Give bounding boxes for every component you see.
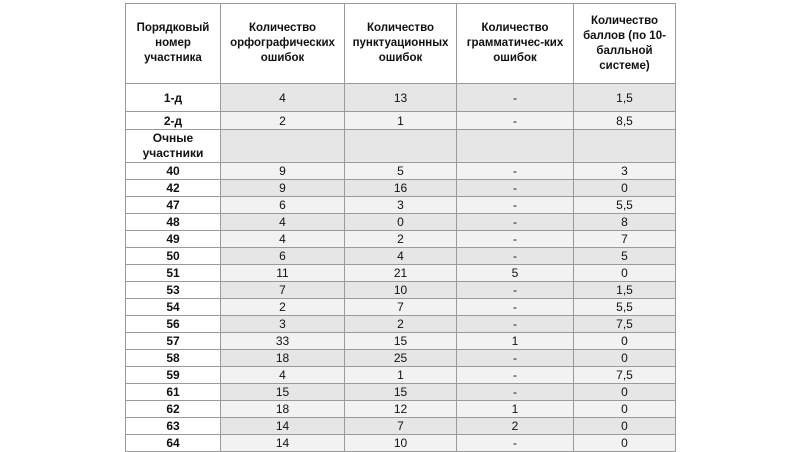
participant-id: 50: [126, 248, 221, 265]
score-cell: 5,5: [574, 197, 676, 214]
score-cell: 0: [574, 180, 676, 197]
grammar-errors-cell: -: [457, 214, 574, 231]
table-row: [126, 384, 676, 401]
spelling-errors-cell: 2: [221, 112, 345, 130]
table-row: [126, 163, 676, 180]
punctuation-errors-cell: 0: [345, 214, 457, 231]
punctuation-errors-cell: 2: [345, 316, 457, 333]
results-table: [125, 3, 676, 452]
punctuation-errors-cell: 7: [345, 299, 457, 316]
punctuation-errors-cell: 16: [345, 180, 457, 197]
punctuation-errors-cell: 1: [345, 112, 457, 130]
participant-id: 62: [126, 401, 221, 418]
punctuation-errors-cell: 12: [345, 401, 457, 418]
spelling-errors-cell: 7: [221, 282, 345, 299]
score-cell: 3: [574, 163, 676, 180]
punctuation-errors-cell: 15: [345, 333, 457, 350]
spelling-errors-cell: 2: [221, 299, 345, 316]
table-row: [126, 112, 676, 130]
grammar-errors-cell: -: [457, 316, 574, 333]
spelling-errors-cell: 4: [221, 214, 345, 231]
score-cell: 7: [574, 231, 676, 248]
participant-id: 64: [126, 435, 221, 452]
header-grammar-errors: Количество грамматичес-ких ошибок: [457, 4, 574, 84]
table-row: [126, 418, 676, 435]
participant-id: 58: [126, 350, 221, 367]
table-row: [126, 282, 676, 299]
spelling-errors-cell: 9: [221, 180, 345, 197]
score-cell: 0: [574, 435, 676, 452]
spelling-errors-cell: 14: [221, 435, 345, 452]
table-row: [126, 214, 676, 231]
grammar-errors-cell: -: [457, 231, 574, 248]
table-row: [126, 367, 676, 384]
score-cell: 5: [574, 248, 676, 265]
score-cell: 8: [574, 214, 676, 231]
grammar-errors-cell: -: [457, 367, 574, 384]
punctuation-errors-cell: 2: [345, 231, 457, 248]
table-row: [126, 299, 676, 316]
section-row: [126, 130, 676, 163]
table-row: [126, 333, 676, 350]
grammar-errors-cell: 1: [457, 333, 574, 350]
punctuation-errors-cell: 10: [345, 435, 457, 452]
table-row: [126, 265, 676, 282]
punctuation-errors-cell: 1: [345, 367, 457, 384]
grammar-errors-cell: -: [457, 435, 574, 452]
table-row: [126, 180, 676, 197]
spelling-errors-cell: 33: [221, 333, 345, 350]
score-cell: 5,5: [574, 299, 676, 316]
score-cell: 7,5: [574, 316, 676, 333]
table-row: [126, 197, 676, 214]
score-cell: 1,5: [574, 282, 676, 299]
spelling-errors-cell: 18: [221, 401, 345, 418]
header-punctuation-errors: Количество пунктуационных ошибок: [345, 4, 457, 84]
score-cell: 7,5: [574, 367, 676, 384]
grammar-errors-cell: -: [457, 112, 574, 130]
score-cell: 0: [574, 384, 676, 401]
grammar-errors-cell: -: [457, 180, 574, 197]
participant-id: 56: [126, 316, 221, 333]
header-participant-number: Порядковый номер участника: [126, 4, 221, 84]
grammar-errors-cell: -: [457, 299, 574, 316]
grammar-errors-cell: -: [457, 163, 574, 180]
spelling-errors-cell: 9: [221, 163, 345, 180]
punctuation-errors-cell: 3: [345, 197, 457, 214]
section-label: Очные участники: [126, 130, 221, 163]
header-score: Количество баллов (по 10-балльной системе): [574, 4, 676, 84]
participant-id: 1-д: [126, 84, 221, 112]
spelling-errors-cell: 6: [221, 197, 345, 214]
grammar-errors-cell: -: [457, 384, 574, 401]
score-cell: 0: [574, 265, 676, 282]
grammar-errors-cell: -: [457, 350, 574, 367]
spelling-errors-cell: 11: [221, 265, 345, 282]
participant-id: 48: [126, 214, 221, 231]
spelling-errors-cell: 14: [221, 418, 345, 435]
table-row: [126, 84, 676, 112]
header-row: [126, 4, 676, 84]
header-spelling-errors: Количество орфографических ошибок: [221, 4, 345, 84]
spelling-errors-cell: 4: [221, 367, 345, 384]
participant-id: 51: [126, 265, 221, 282]
grammar-errors-cell: -: [457, 197, 574, 214]
score-cell: 0: [574, 333, 676, 350]
spelling-errors-cell: 18: [221, 350, 345, 367]
punctuation-errors-cell: 10: [345, 282, 457, 299]
participant-id: 42: [126, 180, 221, 197]
score-cell: 0: [574, 401, 676, 418]
score-cell: 1,5: [574, 84, 676, 112]
participant-id: 57: [126, 333, 221, 350]
spelling-errors-cell: 4: [221, 84, 345, 112]
score-cell: 0: [574, 350, 676, 367]
punctuation-errors-cell: 7: [345, 418, 457, 435]
participant-id: 47: [126, 197, 221, 214]
table-row: [126, 248, 676, 265]
table-row: [126, 435, 676, 452]
spelling-errors-cell: 6: [221, 248, 345, 265]
table-row: [126, 350, 676, 367]
table-row: [126, 316, 676, 333]
punctuation-errors-cell: 15: [345, 384, 457, 401]
spelling-errors-cell: 4: [221, 231, 345, 248]
grammar-errors-cell: -: [457, 248, 574, 265]
grammar-errors-cell: 1: [457, 401, 574, 418]
participant-id: 61: [126, 384, 221, 401]
participant-id: 53: [126, 282, 221, 299]
grammar-errors-cell: -: [457, 84, 574, 112]
table-row: [126, 401, 676, 418]
table-row: [126, 231, 676, 248]
score-cell: 0: [574, 418, 676, 435]
punctuation-errors-cell: 4: [345, 248, 457, 265]
punctuation-errors-cell: 13: [345, 84, 457, 112]
participant-id: 54: [126, 299, 221, 316]
participant-id: 49: [126, 231, 221, 248]
punctuation-errors-cell: 25: [345, 350, 457, 367]
participant-id: 63: [126, 418, 221, 435]
spelling-errors-cell: 3: [221, 316, 345, 333]
participant-id: 40: [126, 163, 221, 180]
punctuation-errors-cell: 5: [345, 163, 457, 180]
grammar-errors-cell: 2: [457, 418, 574, 435]
score-cell: 8,5: [574, 112, 676, 130]
punctuation-errors-cell: 21: [345, 265, 457, 282]
grammar-errors-cell: 5: [457, 265, 574, 282]
participant-id: 59: [126, 367, 221, 384]
participant-id: 2-д: [126, 112, 221, 130]
spelling-errors-cell: 15: [221, 384, 345, 401]
grammar-errors-cell: -: [457, 282, 574, 299]
